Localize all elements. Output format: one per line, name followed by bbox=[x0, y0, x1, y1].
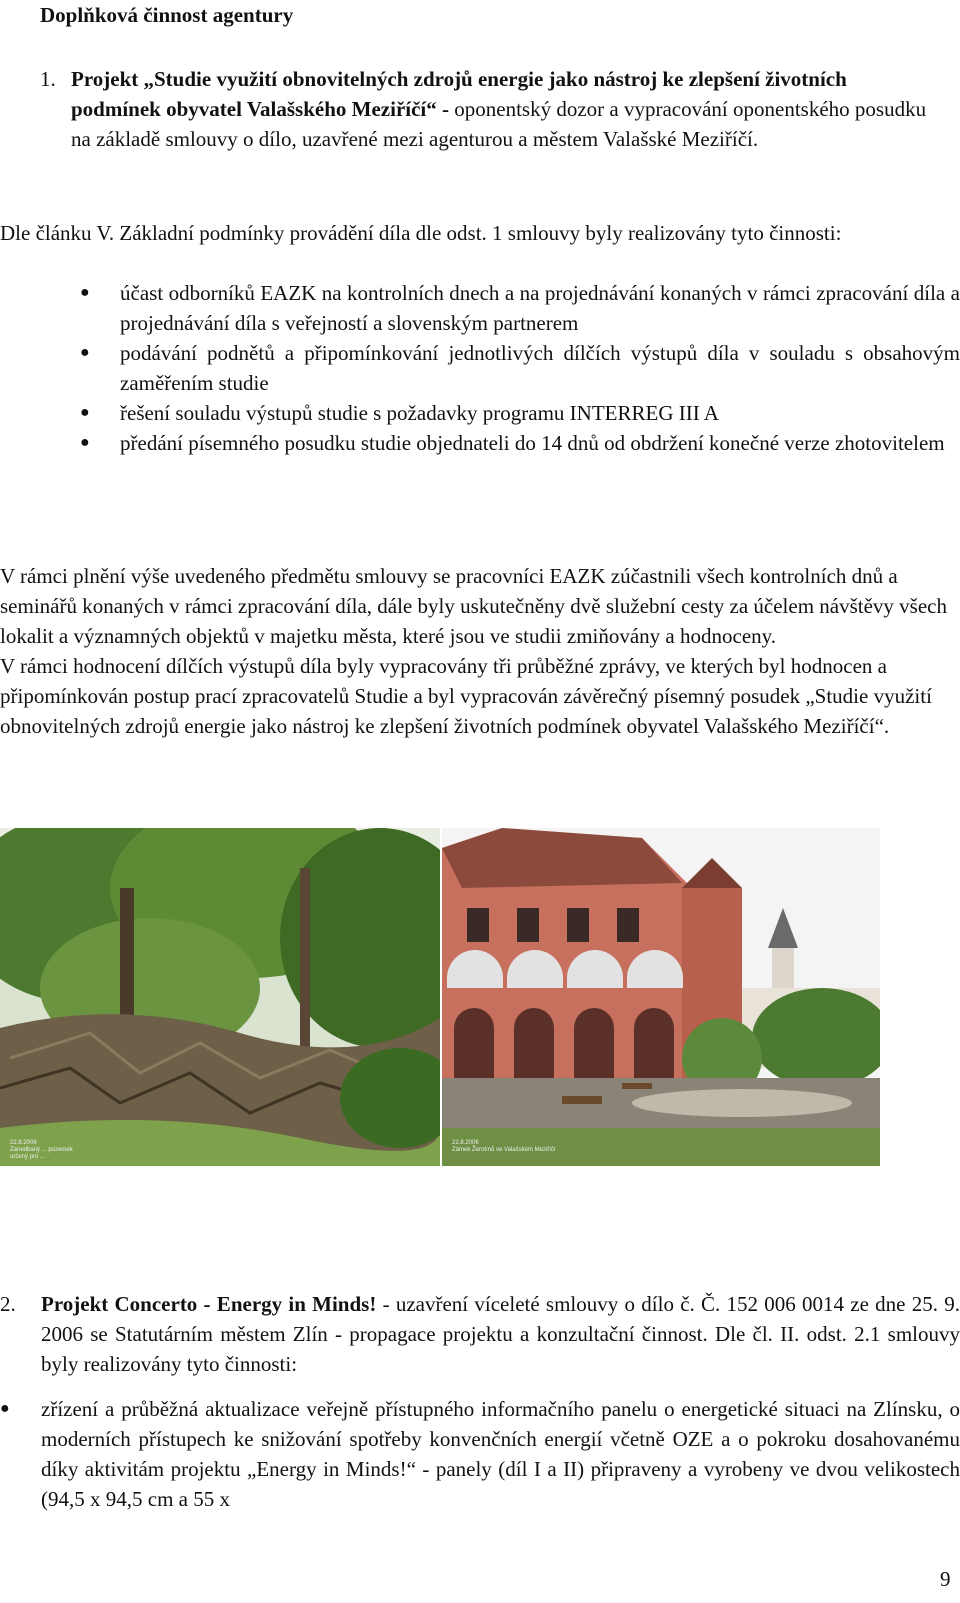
section-heading: Doplňková činnost agentury bbox=[40, 3, 294, 27]
photo-row bbox=[0, 828, 900, 1166]
section-2-number: 2. bbox=[0, 1292, 16, 1316]
bullet: ● bbox=[80, 434, 90, 451]
section-1-bold-lead: Projekt „Studie využití obnovitelných zdrojů energie jako nástroj ke zlepšení životních podmínek obyvatel Valašského Meziříčí“ - bbox=[71, 67, 847, 121]
intro-paragraph: Dle článku V. Základní podmínky provádění díla dle odst. 1 smlouvy byly realizovány tyto činnosti: bbox=[0, 221, 842, 245]
activities-list bbox=[80, 278, 960, 458]
section-2-bold-lead: Projekt Concerto - Energy in Minds! bbox=[41, 1292, 377, 1316]
list-item: ● zřízení a průběžná aktualizace veřejně přístupného informačního panelu o energetické situaci na Zlínsku, o moderních přístupech ke snižování spotřeby konvenčních energií včetně OZE a o pokroku dosahovanému díky aktivitám projektu „Energy in Minds!“ - panely (díl I a II) připraveny a vyrobeny ve dvou velikostech (94,5 x 94,5 cm a 55 x bbox=[0, 1394, 960, 1514]
photo-caption-right: 22.8.2006 Zámek Žerotínů ve Valašském Meziříčí bbox=[452, 1140, 556, 1153]
section-2-rest: - uzavření víceleté smlouvy o dílo č. Č. 152 006 0014 ze dne 25. 9. 2006 se Statutárním městem Zlín - propagace projektu a konzultační činnost. Dle čl. II. odst. 2.1 smlouvy byly realizovány tyto činnosti: bbox=[41, 1292, 960, 1376]
paragraph-b: V rámci hodnocení dílčích výstupů díla byly vypracovány tři průběžné zprávy, ve kterých byl hodnocen a připomínkován postup prací zpracovatelů Studie a byl vypracován závěrečný písemný posudek „Studie využití obnovitelných zdrojů energie jako nástroj ke zlepšení životních podmínek obyvatel Valašského Meziříčí“. bbox=[0, 654, 932, 738]
section-1 bbox=[40, 64, 940, 154]
section-2 bbox=[0, 1289, 960, 1379]
activities2-list bbox=[0, 1394, 960, 1514]
section-1-text bbox=[71, 64, 940, 154]
section-2-text bbox=[41, 1289, 960, 1379]
body-paragraphs bbox=[0, 561, 950, 741]
bullet: ● bbox=[80, 404, 90, 421]
list-item: ● předání písemného posudku studie objednateli do 14 dnů od obdržení konečné verze zhotovitelem bbox=[80, 428, 960, 458]
paragraph-a: V rámci plnění výše uvedeného předmětu smlouvy se pracovníci EAZK zúčastnili všech kontrolních dnů a seminářů konaných v rámci zpracování díla, dále byly uskutečněny dvě služební cesty za účelem návštěvy všech lokalit a významných objektů v majetku města, které jsou ve studii zmiňovány a hodnoceny. bbox=[0, 564, 947, 648]
section-1-rest: oponentský dozor a vypracování oponentského posudku na základě smlouvy o dílo, uzavřené mezi agenturou a městem Valašské Meziříčí. bbox=[71, 97, 927, 151]
photo-chateau-image bbox=[442, 828, 880, 1166]
photo-overgrown-plot bbox=[0, 828, 440, 1166]
list-item: ● řešení souladu výstupů studie s požadavky programu INTERREG III A bbox=[80, 398, 960, 428]
photo-chateau bbox=[442, 828, 880, 1166]
photo-overgrown-plot-image bbox=[0, 828, 440, 1166]
bullet: ● bbox=[0, 1400, 10, 1417]
bullet: ● bbox=[80, 344, 90, 361]
page-number: 9 bbox=[940, 1567, 951, 1591]
list-item: ● účast odborníků EAZK na kontrolních dnech a na projednávání konaných v rámci zpracování díla a projednávání díla s veřejností a slovenským partnerem bbox=[80, 278, 960, 338]
section-1-number: 1. bbox=[40, 67, 56, 91]
list-item: ● podávání podnětů a připomínkování jednotlivých dílčích výstupů díla v souladu s obsahovým zaměřením studie bbox=[80, 338, 960, 398]
bullet: ● bbox=[80, 284, 90, 301]
photo-caption-left: 22.8.2006 Zanedbaný ... pozemek určený pro ... bbox=[10, 1140, 73, 1160]
